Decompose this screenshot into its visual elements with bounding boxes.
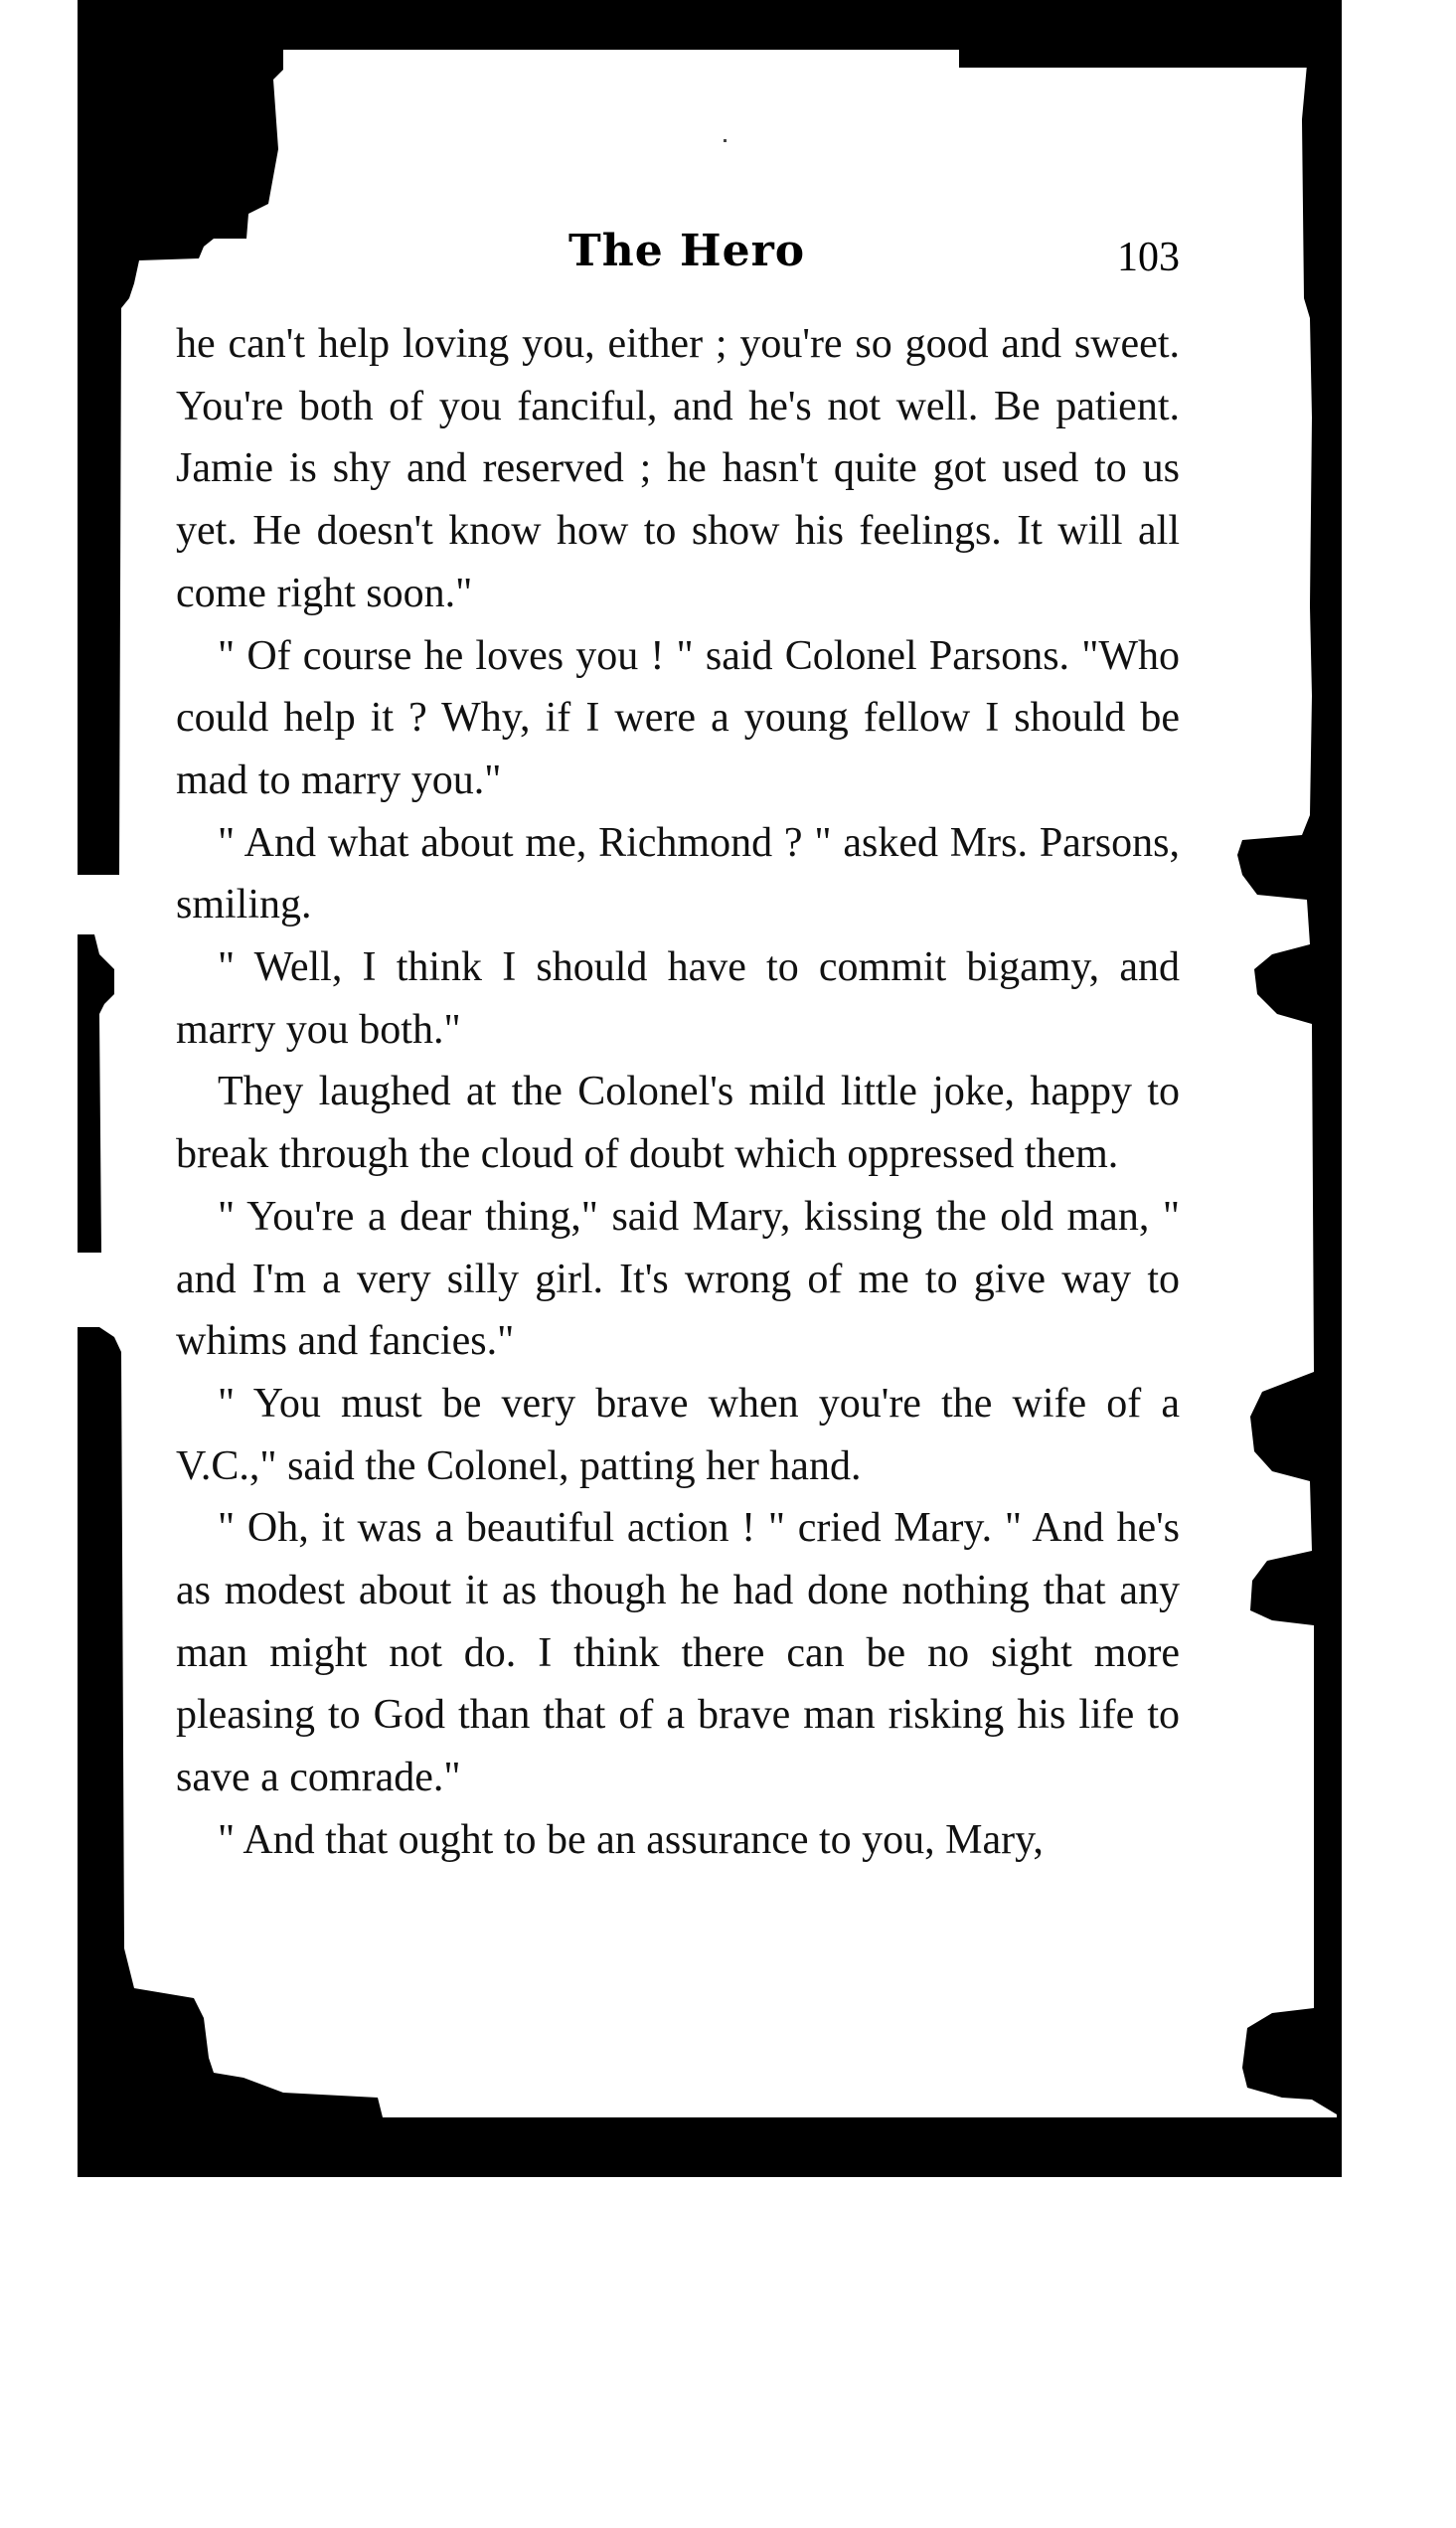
- page-body: [176, 313, 1180, 1872]
- paragraph: " You're a dear thing," said Mary, kissing the old man, " and I'm a very silly girl. It's wrong of me to give way to whims and fancies.": [176, 1193, 1180, 1365]
- paragraph: " Well, I think I should have to commit bigamy, and marry you both.": [176, 944, 1180, 1053]
- page-number: 103: [1117, 235, 1180, 280]
- paragraph: " And what about me, Richmond ? " asked Mrs. Parsons, smiling.: [176, 819, 1180, 928]
- page-header: [0, 217, 1456, 286]
- paragraph: They laughed at the Colonel's mild little joke, happy to break through the cloud of doubt which oppressed them.: [176, 1069, 1180, 1178]
- running-title: The Hero: [568, 226, 806, 276]
- paragraph: " Of course he loves you ! " said Colonel Parsons. "Who could help it ? Why, if I were a young fellow I should be mad to marry you.": [176, 632, 1180, 803]
- paragraph: " And that ought to be an assurance to you, Mary,: [218, 1816, 1044, 1863]
- paragraph: " You must be very brave when you're the wife of a V.C.," said the Colonel, patting her hand.: [176, 1380, 1180, 1489]
- paragraph: he can't help loving you, either ; you're so good and sweet. You're both of you fanciful, and he's not well. Be patient. Jamie is shy and reserved ; he hasn't quite got used to us yet. He doesn't know how to show his feelings. It will all come right soon.": [176, 321, 1180, 616]
- paragraph: " Oh, it was a beautiful action ! " cried Mary. " And he's as modest about it as though he had done nothing that any man might not do. I think there can be no sight more pleasing to God than that of a brave man risking his life to save a comrade.": [176, 1505, 1180, 1801]
